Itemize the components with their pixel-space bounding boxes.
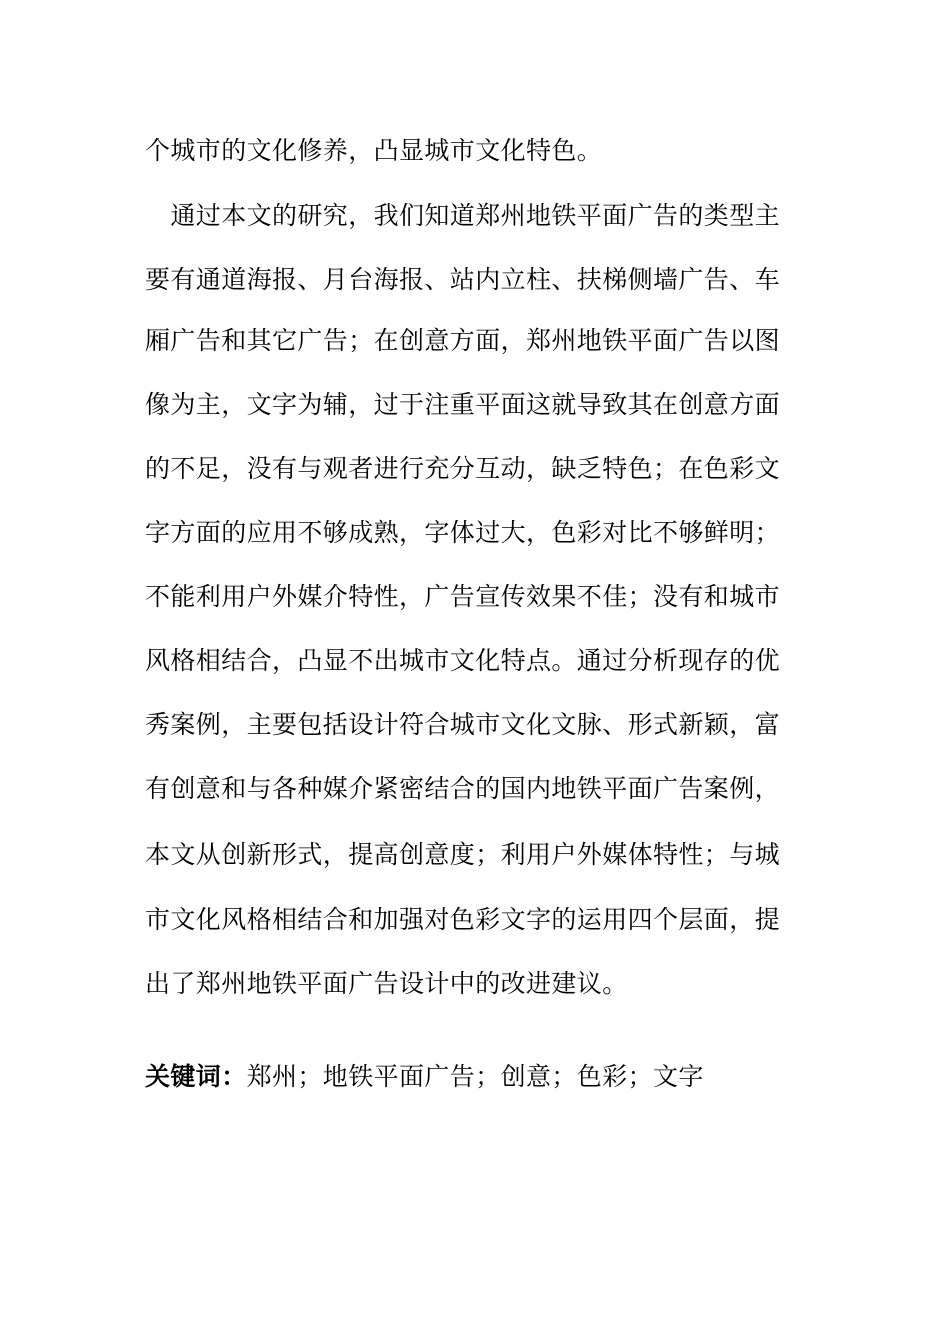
keywords-value: 郑州；地铁平面广告；创意；色彩；文字	[246, 1062, 704, 1091]
paragraph-line: 出了郑州地铁平面广告设计中的改进建议。	[145, 969, 628, 998]
keywords-line	[145, 1062, 704, 1092]
paragraph-line: 不能利用户外媒介特性，广告宣传效果不佳；没有和城市	[145, 582, 781, 611]
paragraph-line: 秀案例，主要包括设计符合城市文化文脉、形式新颖，富	[145, 710, 781, 739]
paragraph-line: 本文从创新形式，提高创意度；利用户外媒体特性；与城	[145, 840, 781, 869]
paragraph-line: 像为主，文字为辅，过于注重平面这就导致其在创意方面	[145, 390, 781, 419]
paragraph-line: 厢广告和其它广告；在创意方面，郑州地铁平面广告以图	[145, 326, 781, 355]
keywords-label: 关键词：	[145, 1062, 247, 1091]
paragraph-line: 的不足，没有与观者进行充分互动，缺乏特色；在色彩文	[145, 454, 781, 483]
paragraph-line: 有创意和与各种媒介紧密结合的国内地铁平面广告案例，	[145, 774, 781, 803]
paragraph-line: 要有通道海报、月台海报、站内立柱、扶梯侧墙广告、车	[145, 265, 781, 294]
paragraph-line: 市文化风格相结合和加强对色彩文字的运用四个层面，提	[145, 905, 781, 934]
paragraph-line: 风格相结合，凸显不出城市文化特点。通过分析现存的优	[145, 646, 781, 675]
paragraph-line: 字方面的应用不够成熟，字体过大，色彩对比不够鲜明；	[145, 518, 781, 547]
paragraph-line: 个城市的文化修养，凸显城市文化特色。	[145, 136, 603, 165]
paragraph-line: 通过本文的研究，我们知道郑州地铁平面广告的类型主	[145, 201, 781, 230]
